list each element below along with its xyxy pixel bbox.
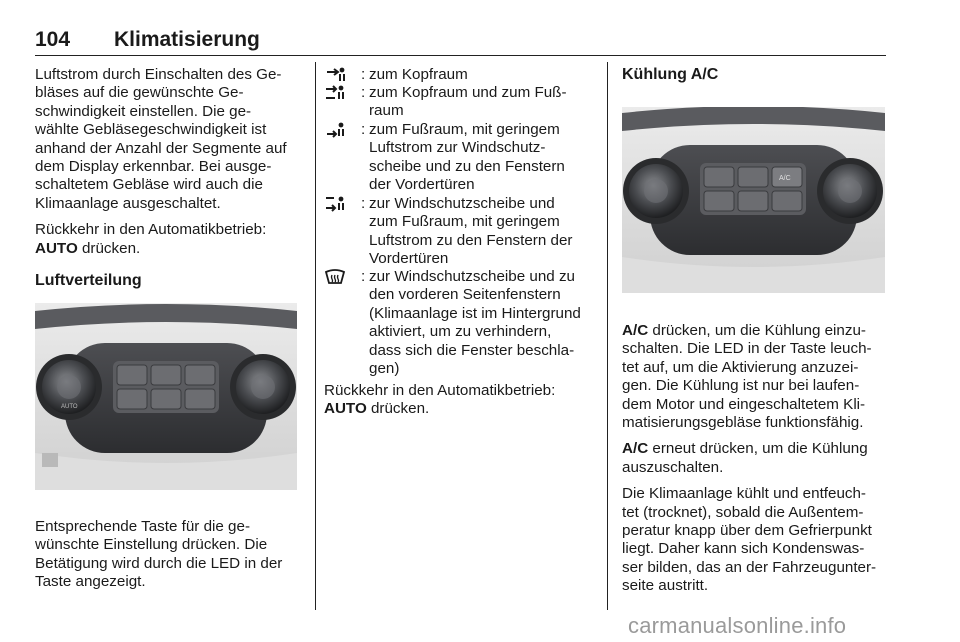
- text-fragment: drücken.: [77, 239, 141, 257]
- text-line: dem Display erkennbar. Bei ausge-: [35, 158, 272, 176]
- text-fragment: drücken, um die Kühlung einzu-: [648, 322, 866, 339]
- legend-description: [369, 195, 572, 269]
- text-line: [622, 322, 887, 340]
- text-fragment: erneut drücken, um die Kühlung: [648, 440, 868, 458]
- text-line: seite austritt.: [622, 577, 709, 595]
- watermark: carmanualsonline.info: [628, 613, 847, 638]
- fan-speed-paragraph: [35, 66, 305, 213]
- text-line: Entsprechende Taste für die ge-: [35, 518, 251, 535]
- section-heading-kuehlung: Kühlung A/C: [622, 66, 719, 83]
- text-line: anhand der Anzahl der Segmente auf: [35, 139, 287, 157]
- legend-colon: :: [361, 84, 366, 101]
- text-line: Betätigung wird durch die LED in der: [35, 554, 283, 572]
- page-header: [35, 28, 885, 52]
- text-line: Rückkehr in den Automatikbetrieb:: [35, 221, 267, 239]
- text-line: schaltetem Gebläse wird auch die: [35, 176, 263, 194]
- text-line: schalten. Die LED in der Taste leuch-: [622, 340, 872, 358]
- defrost-windshield-icon: [324, 269, 346, 285]
- auto-keyword: AUTO: [35, 239, 78, 257]
- climate-panel-figure-right: [622, 107, 885, 293]
- column-divider-right: [607, 62, 608, 610]
- column-divider-left: [315, 62, 316, 610]
- header-rule: [35, 55, 886, 56]
- text-line: tet (trocknet), sobald die Außentem-: [622, 503, 864, 521]
- page-title: Klimatisierung: [114, 28, 260, 51]
- text-line: Luftstrom durch Einschalten des Ge-: [35, 66, 282, 83]
- text-line: bläses auf die gewünschte Ge-: [35, 84, 244, 102]
- left-column-bottom: [35, 518, 305, 600]
- legend-colon: :: [361, 121, 366, 138]
- auto-return-paragraph: [35, 221, 305, 258]
- right-column-top: [622, 66, 887, 84]
- text-line: Taste angezeigt.: [35, 573, 146, 591]
- legend-description: [369, 66, 468, 84]
- text-line: ser bilden, das an der Fahrzeugunter-: [622, 558, 877, 576]
- airflow-feet-icon: [324, 122, 346, 138]
- ac-button-label: A/C: [779, 175, 791, 182]
- legend-description: [369, 268, 581, 378]
- ac-off-paragraph: [622, 440, 887, 477]
- text-line: gen): [369, 360, 400, 378]
- text-line: scheibe und zu den Fenstern: [369, 157, 565, 175]
- airflow-head-icon: [324, 67, 346, 83]
- text-line: dem Motor und eingeschaltetem Kli-: [622, 395, 866, 413]
- text-line: zur Windschutzscheibe und: [369, 195, 555, 212]
- text-line: peratur knapp über dem Gefrierpunkt: [622, 522, 872, 540]
- text-line: auszuschalten.: [622, 458, 724, 476]
- text-line: Die Klimaanlage kühlt und entfeuch-: [622, 485, 866, 503]
- text-line: [35, 240, 305, 258]
- text-line: schwindigkeit einstellen. Die ge-: [35, 102, 252, 120]
- text-line: zum Kopfraum: [369, 66, 468, 83]
- text-line: dass sich die Fenster beschla-: [369, 341, 575, 359]
- auto-return-paragraph: [324, 382, 599, 419]
- auto-keyword: AUTO: [324, 400, 367, 418]
- legend-colon: :: [361, 268, 366, 285]
- text-line: zum Kopfraum und zum Fuß-: [369, 84, 567, 101]
- text-line: den vorderen Seitenfenstern: [369, 286, 561, 304]
- page-number: 104: [35, 28, 71, 51]
- text-line: tet auf, um die Aktivierung anzuzei-: [622, 358, 859, 376]
- middle-column-bottom: [324, 382, 599, 427]
- ac-on-paragraph: [622, 322, 887, 432]
- text-line: Klimaanlage ausgeschaltet.: [35, 194, 221, 212]
- text-line: Luftstrom zu den Fenstern der: [369, 231, 573, 249]
- climate-panel-figure-left: [35, 303, 297, 490]
- text-line: (Klimaanlage ist im Hintergrund: [369, 304, 581, 322]
- ac-keyword: A/C: [622, 322, 649, 339]
- legend-colon: :: [361, 66, 366, 83]
- text-line: [622, 440, 887, 458]
- left-column-top: [35, 66, 305, 290]
- legend-description: [369, 121, 565, 195]
- text-line: zur Windschutzscheibe und zu: [369, 268, 575, 285]
- text-line: Vordertüren: [369, 250, 449, 268]
- knob-auto-label: AUTO: [61, 404, 78, 410]
- legend-description: [369, 84, 567, 121]
- text-line: wünschte Einstellung drücken. Die: [35, 536, 268, 554]
- text-line: [324, 400, 599, 418]
- text-line: zum Fußraum, mit geringem: [369, 121, 560, 138]
- text-line: liegt. Daher kann sich Kondenswas-: [622, 540, 865, 558]
- text-line: raum: [369, 102, 404, 120]
- airflow-head-feet-icon: [324, 85, 346, 101]
- button-instruction-paragraph: [35, 518, 305, 592]
- text-line: Luftstrom zur Windschutz-: [369, 139, 546, 157]
- text-line: wählte Gebläsegeschwindigkeit ist: [35, 121, 267, 139]
- text-line: gen. Die Kühlung ist nur bei laufen-: [622, 377, 860, 395]
- section-heading-luftverteilung: Luftverteilung: [35, 272, 142, 290]
- airflow-windshield-feet-icon: [324, 196, 346, 212]
- text-line: der Vordertüren: [369, 176, 475, 194]
- text-line: aktiviert, um zu verhindern,: [369, 323, 552, 341]
- text-line: matisierungsgebläse funktionsfähig.: [622, 414, 864, 432]
- right-column-bottom: [622, 322, 887, 604]
- text-line: Rückkehr in den Automatikbetrieb:: [324, 382, 556, 399]
- text-fragment: drücken.: [366, 400, 430, 418]
- legend-colon: :: [361, 195, 366, 212]
- text-line: zum Fußraum, mit geringem: [369, 213, 560, 231]
- ac-keyword: A/C: [622, 440, 649, 458]
- condensation-paragraph: [622, 485, 887, 595]
